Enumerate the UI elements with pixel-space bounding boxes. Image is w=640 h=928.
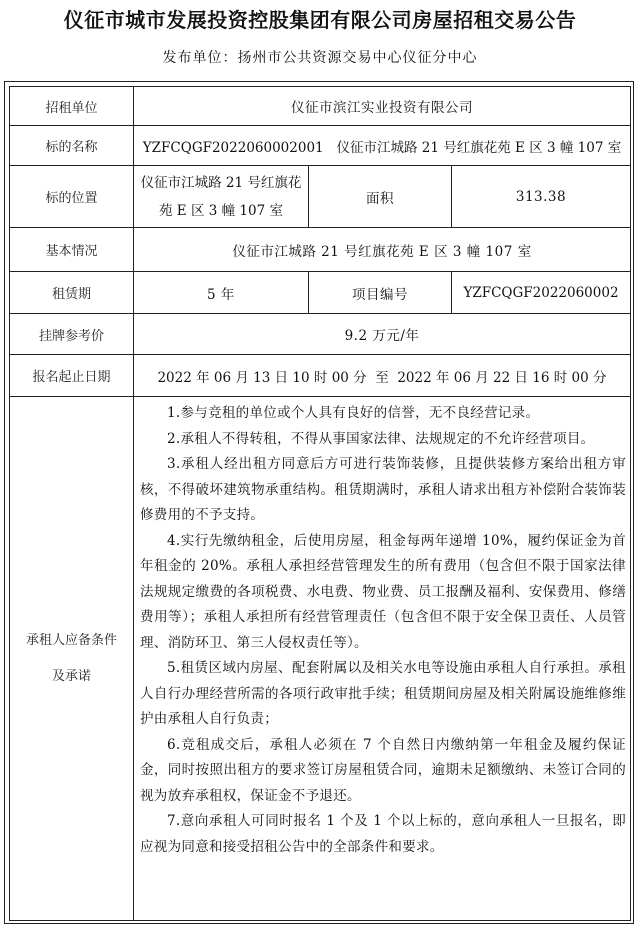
publisher-line: 发布单位：扬州市公共资源交易中心仪征分中心: [162, 50, 478, 66]
label-conditions: [10, 397, 134, 921]
row-location: [10, 166, 631, 228]
row-conditions: [10, 397, 631, 921]
value-project-code: YZFCQGF2022060002: [452, 272, 631, 314]
row-price: [10, 314, 631, 355]
value-lessor: 仪征市滨江实业投资有限公司: [134, 87, 631, 126]
value-price: 9.2 万元/年: [134, 314, 631, 355]
condition-item-6: 6.竞租成交后，承租人必须在 7 个自然日内缴纳第一年租金及履约保证金，同时按照出租方的要求签订房屋租赁合同，逾期未足额缴纳、未签订合同的视为放弃承租权，保证金不予退还。: [140, 736, 626, 804]
condition-item-5: 5.租赁区域内房屋、配套附属以及相关水电等设施由承租人自行承担。承租人自行办理经营所需的各项行政审批手续；租赁期间房屋及相关附属设施维修维护由承租人自行负责；: [140, 660, 626, 727]
label-name: 标的名称: [10, 126, 134, 166]
row-basic: [10, 228, 631, 272]
page-title: 仪征市城市发展投资控股集团有限公司房屋招租交易公告: [63, 8, 577, 32]
label-conditions-line-2: 及承诺: [51, 668, 91, 684]
label-location: 标的位置: [10, 166, 134, 228]
condition-item-1: 1.参与竞租的单位或个人具有良好的信誉，无不良经营记录。: [167, 405, 540, 421]
condition-item-2: 2.承租人不得转租，不得从事国家法律、法规规定的不允许经营项目。: [167, 430, 595, 447]
value-area: 313.38: [452, 166, 631, 228]
location-line-2: 苑 E 区 3 幢 107 室: [159, 202, 283, 219]
condition-item-4: 4.实行先缴纳租金，后使用房屋，租金每两年递增 10%，履约保证金为首年租金的 20%。承租人承担经营管理发生的所有费用（包含但不限于国家法律法规规定缴费的各项税费、水电费、物业费、员工报酬及福利、安保费用、修缮费用等）；承租人承担所有经营管理责任（包含但不限于安全保卫责任、人员管理、消防环卫、第三人侵权责任等）。: [140, 532, 626, 651]
announcement-table: [9, 86, 631, 921]
label-area: 面积: [309, 166, 452, 228]
condition-item-3: 3.承租人经出租方同意后方可进行装饰装修，且提供装修方案给出租方审核，不得破坏建筑物承重结构。租赁期满时，承租人请求出租方补偿附合装饰装修费用的不予支持。: [140, 456, 626, 523]
label-dates: 报名起止日期: [10, 355, 134, 397]
value-location: [134, 166, 309, 228]
label-lessor: 招租单位: [10, 87, 134, 126]
location-line-1: 仪征市江城路 21 号红旗花: [140, 174, 302, 191]
row-dates: [10, 355, 631, 397]
value-dates: 2022 年 06 月 13 日 10 时 00 分 至 2022 年 06 月 22 日 16 时 00 分: [134, 355, 631, 397]
conditions-list: [134, 397, 631, 921]
value-term: 5 年: [134, 272, 309, 314]
row-lessor: [10, 87, 631, 126]
value-basic: 仪征市江城路 21 号红旗花苑 E 区 3 幢 107 室: [134, 228, 631, 272]
condition-item-7: 7.意向承租人可同时报名 1 个及 1 个以上标的，意向承租人一旦报名，即应视为同意和接受招租公告中的全部条件和要求。: [140, 813, 626, 855]
label-price: 挂牌参考价: [10, 314, 134, 355]
label-project-code: 项目编号: [309, 272, 452, 314]
label-basic: 基本情况: [10, 228, 134, 272]
label-conditions-line-1: 承租人应备条件: [25, 632, 117, 648]
value-name: YZFCQGF2022060002001 仪征市江城路 21 号红旗花苑 E 区 3 幢 107 室: [134, 126, 631, 166]
row-name: [10, 126, 631, 166]
label-term: 租赁期: [10, 272, 134, 314]
row-term: [10, 272, 631, 314]
